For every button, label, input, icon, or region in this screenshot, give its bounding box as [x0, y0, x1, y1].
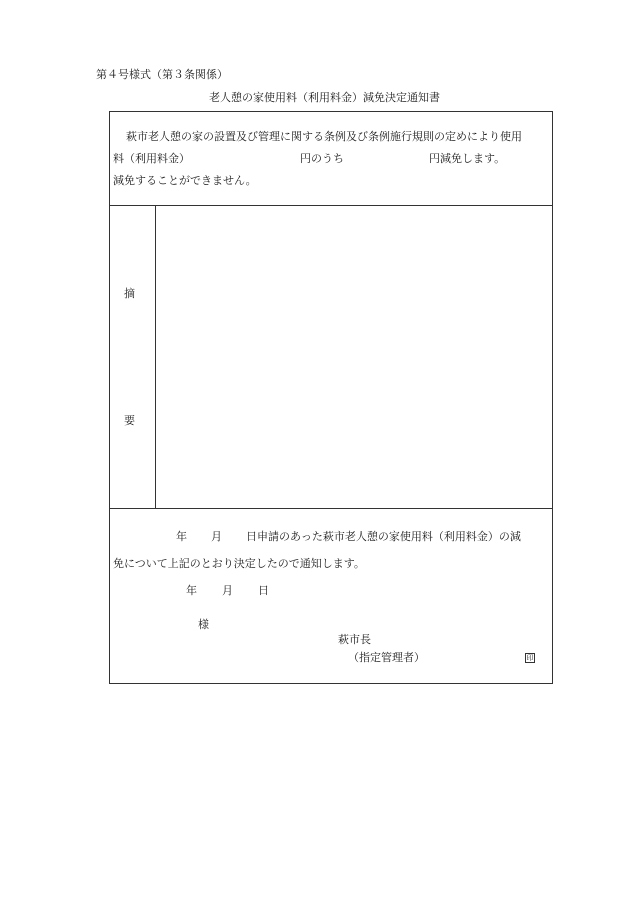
- seal-mark: 印: [526, 654, 534, 662]
- form-outer-border: [109, 111, 553, 684]
- divider-summary: [109, 508, 553, 509]
- section1-line2-mid: 円のうち: [300, 152, 344, 165]
- document-title: 老人憩の家使用料（利用料金）減免決定通知書: [209, 91, 440, 104]
- summary-label-char1: 摘: [124, 287, 135, 300]
- notice-month1: 月: [211, 530, 222, 543]
- section1-line2-suffix: 円減免します。: [429, 152, 506, 165]
- form-number: 第４号様式（第３条関係）: [96, 68, 228, 81]
- summary-label-char2: 要: [124, 414, 135, 427]
- notice-month2: 月: [222, 584, 233, 597]
- section1-line2-prefix: 料（利用料金）: [113, 152, 190, 165]
- divider-section1: [109, 205, 553, 206]
- notice-day2: 日: [258, 584, 269, 597]
- notice-line2: 免について上記のとおり決定したので通知します。: [113, 557, 365, 570]
- section1-line3: 減免することができません。: [113, 174, 257, 187]
- summary-label-divider: [155, 205, 156, 508]
- notice-year2: 年: [186, 584, 197, 597]
- section1-line1: 萩市老人憩の家の設置及び管理に関する条例及び条例施行規則の定めにより使用: [126, 130, 522, 143]
- mayor-title: 萩市長: [338, 633, 371, 646]
- notice-line1: 日申請のあった萩市老人憩の家使用料（利用料金）の減: [246, 530, 521, 543]
- notice-year1: 年: [176, 530, 187, 543]
- addressee-suffix: 様: [198, 618, 209, 631]
- manager-label: （指定管理者）: [348, 651, 425, 664]
